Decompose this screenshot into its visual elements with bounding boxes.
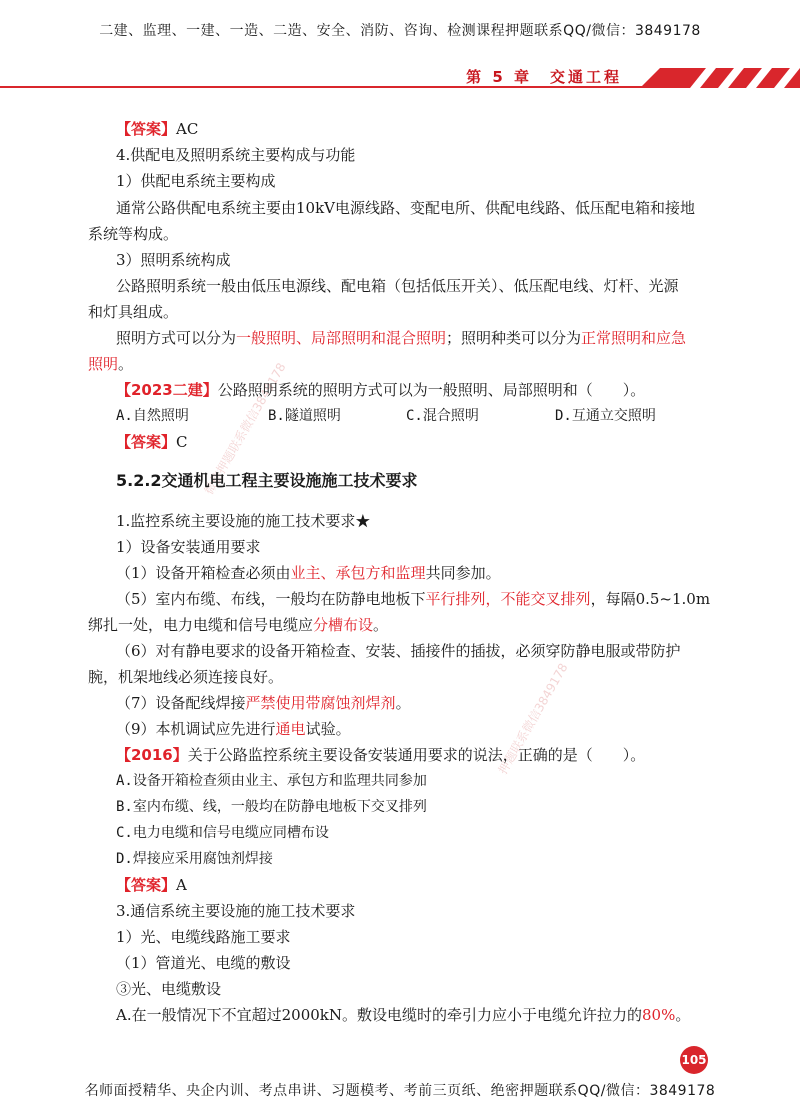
- text-span: （9）本机调试应先进行: [116, 720, 276, 738]
- highlight-text: 平行排列，不能交叉排列: [425, 590, 591, 608]
- paragraph-line: 和灯具组成。: [88, 303, 179, 321]
- paragraph-line: [88, 353, 133, 375]
- highlight-text: 照明: [88, 355, 119, 373]
- text-span: 。: [373, 616, 389, 634]
- question-2023: [116, 379, 645, 401]
- option-c: C.电力电缆和信号电缆应同槽布设: [116, 825, 329, 841]
- paragraph-line: 系统等构成。: [88, 225, 179, 243]
- answer-1: [116, 118, 198, 140]
- highlight-text: 业主、承包方和监理: [290, 564, 426, 582]
- chapter-bar: [0, 64, 800, 90]
- option-b: B.隧道照明: [268, 408, 341, 424]
- text-span: ；照明种类可以分为: [446, 329, 582, 347]
- question-text: 公路照明系统的照明方式可以为一般照明、局部照明和（ ）。: [217, 381, 646, 399]
- option-a: A.设备开箱检查须由业主、承包方和监理共同参加: [116, 773, 427, 789]
- answer-tag: 【答案】: [116, 876, 177, 894]
- chapter-title: 第 5 章 交通工程: [466, 68, 622, 86]
- subheading-cable: 1）光、电缆线路施工要求: [116, 928, 291, 946]
- answer-value: A: [176, 876, 187, 894]
- text-span: 试验。: [305, 720, 351, 738]
- subheading-power: 1）供配电系统主要构成: [116, 172, 276, 190]
- highlight-text: 80%: [642, 1006, 676, 1024]
- text-span: （1）设备开箱检查必须由: [116, 564, 291, 582]
- paragraph-line: [116, 692, 411, 714]
- text-span: （5）室内布缆、布线，一般均在防静电地板下: [116, 590, 426, 608]
- paragraph-line: ③光、电缆敷设: [116, 980, 222, 998]
- option-d: D.互通立交照明: [555, 408, 656, 424]
- answer-tag: 【答案】: [116, 433, 177, 451]
- text-span: 。: [118, 355, 134, 373]
- paragraph-line: （1）管道光、电缆的敷设: [116, 954, 291, 972]
- paragraph-line: 腕，机架地线必须连接良好。: [88, 668, 284, 686]
- text-span: 绑扎一处，电力电缆和信号电缆应: [88, 616, 314, 634]
- watermark-1: 微信押题联系微信3849178: [201, 360, 289, 497]
- option-d: D.焊接应采用腐蚀剂焊接: [116, 851, 273, 867]
- text-span: 。: [675, 1006, 691, 1024]
- answer-value: C: [176, 433, 188, 451]
- heading-communication: 3.通信系统主要设施的施工技术要求: [116, 902, 356, 920]
- paragraph-line: （6）对有静电要求的设备开箱检查、安装、插接件的插拔，必须穿防静电服或带防护: [116, 642, 681, 660]
- question-tag: 【2023二建】: [116, 381, 218, 399]
- paragraph-line: 通常公路供配电系统主要由10kV电源线路、变配电所、供配电线路、低压配电箱和接地: [116, 199, 696, 217]
- header-promo: 二建、监理、一建、一造、二造、安全、消防、咨询、检测课程押题联系QQ/微信：3849178: [99, 23, 701, 39]
- footer-promo: 名师面授精华、央企内训、考点串讲、习题模考、考前三页纸、绝密押题联系QQ/微信：3849178: [84, 1083, 716, 1099]
- paragraph-line: [116, 562, 501, 584]
- answer-value: AC: [176, 120, 199, 138]
- chapter-stripes-decoration: [630, 64, 800, 90]
- text-span: A.在一般情况下不宜超过2000kN。敷设电缆时的牵引力应小于电缆允许拉力的: [116, 1006, 642, 1024]
- answer-2: [116, 431, 188, 453]
- paragraph-line: [88, 614, 388, 636]
- paragraph-line: [116, 718, 351, 740]
- heading-power-lighting: 4.供配电及照明系统主要构成与功能: [116, 146, 356, 164]
- answer-3: [116, 874, 187, 896]
- watermark-2: 押题联系微信3849178: [495, 660, 571, 777]
- highlight-text: 一般照明、局部照明和混合照明: [236, 329, 447, 347]
- text-span: （7）设备配线焊接: [116, 694, 246, 712]
- page-number-badge: 105: [680, 1046, 708, 1074]
- question-tag: 【2016】: [116, 746, 188, 764]
- highlight-text: 分槽布设: [313, 616, 374, 634]
- highlight-text: 通电: [275, 720, 306, 738]
- paragraph-line: 公路照明系统一般由低压电源线、配电箱（包括低压开关）、低压配电线、灯杆、光源: [116, 277, 679, 295]
- question-text: 关于公路监控系统主要设备安装通用要求的说法，正确的是（ ）。: [187, 746, 646, 764]
- subheading-install: 1）设备安装通用要求: [116, 538, 261, 556]
- text-span: 共同参加。: [425, 564, 501, 582]
- option-a: A.自然照明: [116, 408, 189, 424]
- paragraph-line: [116, 327, 686, 349]
- text-span: ，每隔0.5~1.0m: [590, 590, 711, 608]
- paragraph-line: [116, 588, 710, 610]
- option-c: C.混合照明: [406, 408, 479, 424]
- option-b: B.室内布缆、线，一般均在防静电地板下交叉排列: [116, 799, 427, 815]
- subheading-lighting: 3）照明系统构成: [116, 251, 231, 269]
- answer-tag: 【答案】: [116, 120, 177, 138]
- highlight-text: 正常照明和应急: [581, 329, 687, 347]
- text-span: 。: [395, 694, 411, 712]
- section-heading: 5.2.2交通机电工程主要设施施工技术要求: [116, 471, 418, 490]
- text-span: 照明方式可以分为: [116, 329, 237, 347]
- paragraph-line: [116, 1004, 690, 1026]
- heading-monitoring: 1.监控系统主要设施的施工技术要求★: [116, 512, 371, 530]
- highlight-text: 严禁使用带腐蚀剂焊剂: [245, 694, 396, 712]
- question-2016: [116, 744, 645, 766]
